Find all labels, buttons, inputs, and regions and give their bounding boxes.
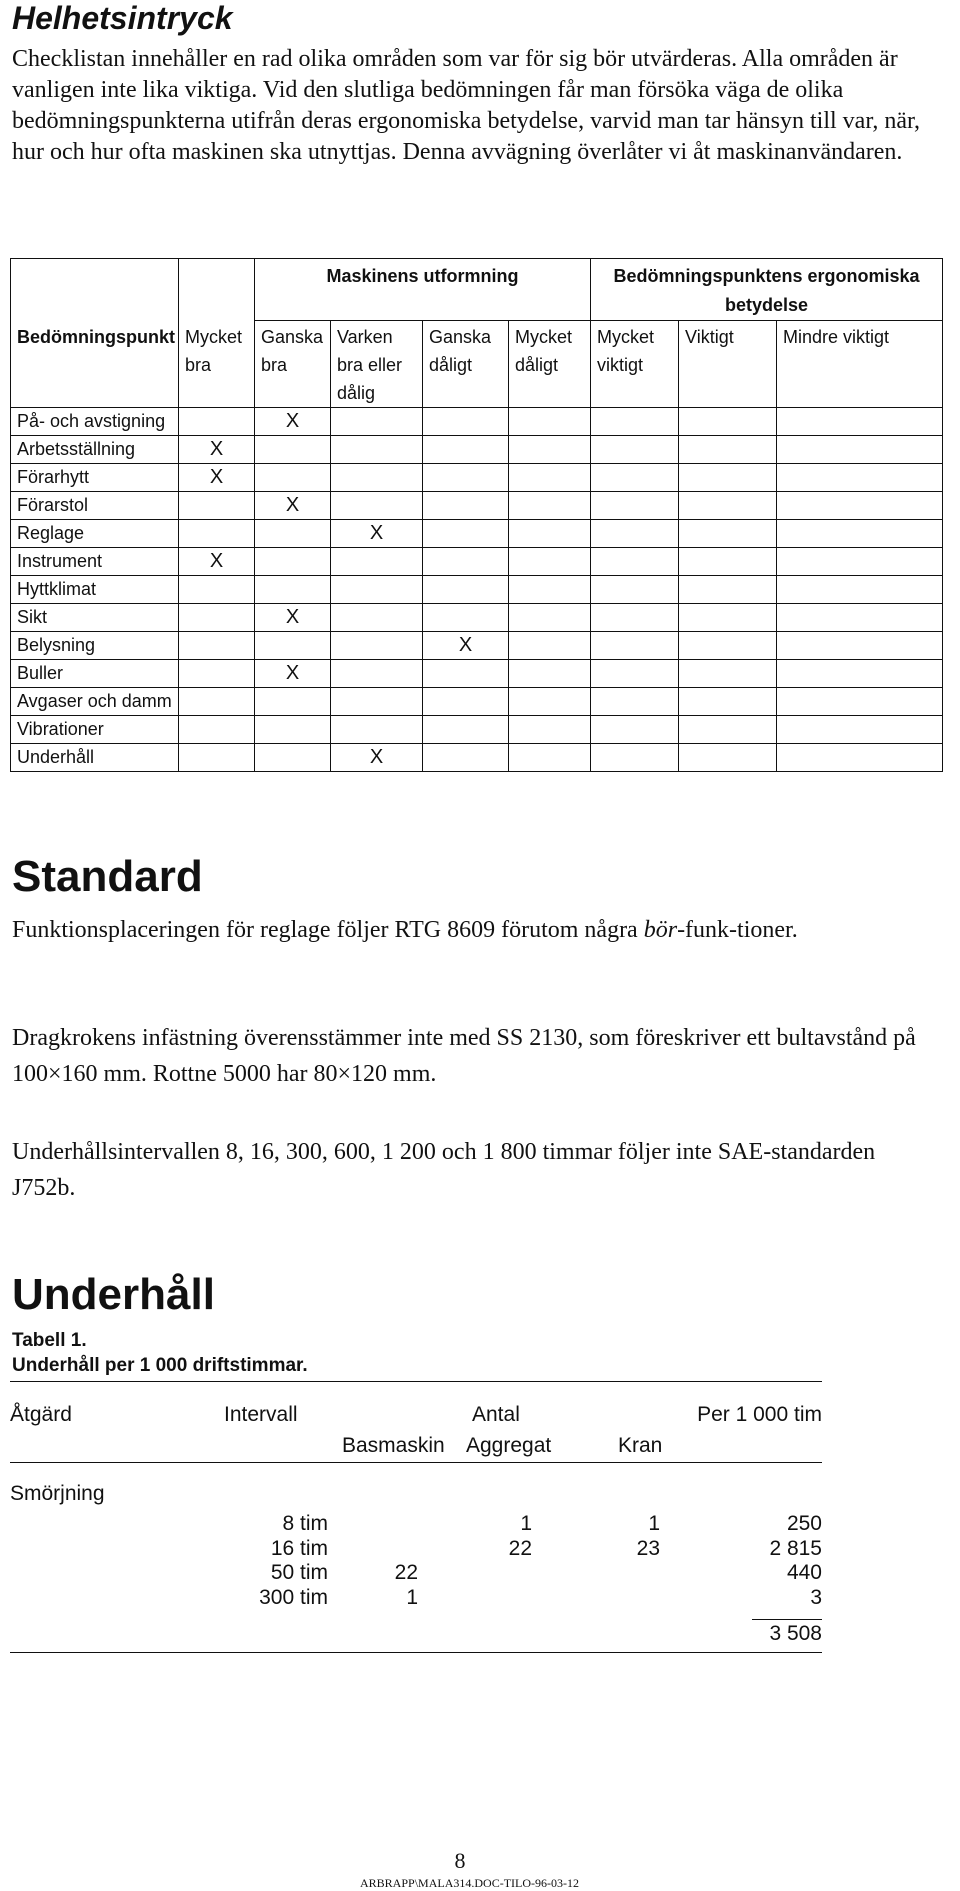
assessment-cell bbox=[331, 632, 423, 660]
assessment-rows bbox=[11, 408, 943, 772]
sub-base-header: Basmaskin bbox=[342, 1434, 445, 1457]
assessment-row bbox=[11, 632, 943, 660]
assessment-cell bbox=[777, 660, 943, 688]
row-per: 3 bbox=[810, 1585, 822, 1609]
maintenance-heading: Underhåll bbox=[12, 1270, 215, 1319]
assessment-cell bbox=[255, 688, 331, 716]
assessment-cell bbox=[255, 632, 331, 660]
assessment-cell bbox=[179, 576, 255, 604]
assessment-cell bbox=[255, 548, 331, 576]
page-number: 8 bbox=[454, 1848, 466, 1873]
assessment-cell bbox=[179, 520, 255, 548]
section-label: Smörjning bbox=[10, 1482, 105, 1505]
row-unit: 1 bbox=[520, 1512, 532, 1535]
standard-paragraph-1: Funktionsplaceringen för reglage följer RTG 8609 förutom några bör-funk-tioner. bbox=[12, 917, 798, 943]
assessment-row-label: Vibrationer bbox=[11, 716, 179, 744]
assessment-cell bbox=[255, 716, 331, 744]
assessment-cell bbox=[509, 576, 591, 604]
assessment-cell bbox=[331, 492, 423, 520]
assessment-cell bbox=[255, 576, 331, 604]
assessment-cell bbox=[591, 576, 679, 604]
assessment-cell bbox=[179, 660, 255, 688]
col-very-important-header: Mycket viktigt bbox=[591, 321, 679, 408]
assessment-cell bbox=[509, 520, 591, 548]
assessment-cell bbox=[679, 436, 777, 464]
assessment-cell bbox=[331, 408, 423, 436]
assessment-cell bbox=[679, 520, 777, 548]
col-fairly-bad-header: Ganska dåligt bbox=[423, 321, 509, 408]
assessment-cell bbox=[509, 716, 591, 744]
row-interval: 8 tim bbox=[282, 1512, 328, 1535]
assessment-cell bbox=[591, 716, 679, 744]
overview-heading: Helhetsintryck bbox=[12, 0, 233, 36]
assessment-cell bbox=[777, 576, 943, 604]
sub-unit-header: Aggregat bbox=[466, 1434, 552, 1457]
assessment-cell bbox=[179, 604, 255, 632]
assessment-mark: X bbox=[331, 744, 423, 772]
assessment-row-label: På- och avstigning bbox=[11, 408, 179, 436]
assessment-mark: X bbox=[179, 464, 255, 492]
assessment-cell bbox=[423, 604, 509, 632]
assessment-mark: X bbox=[331, 520, 423, 548]
assessment-row bbox=[11, 604, 943, 632]
assessment-row-label: Underhåll bbox=[11, 744, 179, 772]
assessment-cell bbox=[509, 464, 591, 492]
assessment-cell bbox=[423, 408, 509, 436]
assessment-row bbox=[11, 576, 943, 604]
assessment-cell bbox=[679, 492, 777, 520]
assessment-row-label: Avgaser och damm bbox=[11, 688, 179, 716]
row-crane: 1 bbox=[648, 1512, 660, 1535]
assessment-cell bbox=[679, 660, 777, 688]
assessment-cell bbox=[331, 548, 423, 576]
assessment-cell bbox=[777, 464, 943, 492]
sum-rule bbox=[752, 1619, 822, 1620]
assessment-cell bbox=[591, 688, 679, 716]
assessment-row bbox=[11, 520, 943, 548]
assessment-mark: X bbox=[255, 660, 331, 688]
assessment-row bbox=[11, 408, 943, 436]
assessment-cell bbox=[331, 688, 423, 716]
row-per: 250 bbox=[786, 1512, 822, 1535]
assessment-cell bbox=[679, 604, 777, 632]
assessment-cell bbox=[591, 408, 679, 436]
assessment-cell bbox=[777, 436, 943, 464]
assessment-cell bbox=[509, 492, 591, 520]
assessment-cell bbox=[509, 632, 591, 660]
row-per: 440 bbox=[786, 1561, 822, 1584]
col-less-important-header: Mindre viktigt bbox=[777, 321, 943, 408]
col-interval-header: Intervall bbox=[224, 1403, 298, 1426]
assessment-mark: X bbox=[255, 492, 331, 520]
assessment-cell bbox=[591, 744, 679, 772]
assessment-cell bbox=[509, 408, 591, 436]
assessment-cell bbox=[509, 548, 591, 576]
assessment-cell bbox=[331, 436, 423, 464]
assessment-cell bbox=[423, 688, 509, 716]
assessment-cell bbox=[777, 604, 943, 632]
assessment-row-label: Förarhytt bbox=[11, 464, 179, 492]
table-label: Tabell 1. bbox=[12, 1330, 87, 1351]
row-base: 1 bbox=[406, 1585, 418, 1609]
assessment-cell bbox=[777, 492, 943, 520]
assessment-cell bbox=[591, 492, 679, 520]
assessment-cell bbox=[255, 464, 331, 492]
assessment-cell bbox=[777, 688, 943, 716]
row-interval: 300 tim bbox=[259, 1585, 328, 1609]
assessment-row-label: Förarstol bbox=[11, 492, 179, 520]
row-crane: 23 bbox=[636, 1536, 660, 1560]
col-very-bad-header: Mycket dåligt bbox=[509, 321, 591, 408]
assessment-row-label: Arbetsställning bbox=[11, 436, 179, 464]
col-neither-header: Varken bra eller dålig bbox=[331, 321, 423, 408]
maintenance-table-caption bbox=[12, 1328, 308, 1378]
assessment-cell bbox=[331, 716, 423, 744]
sub-crane-header: Kran bbox=[618, 1434, 663, 1457]
assessment-row bbox=[11, 744, 943, 772]
table-header-rule bbox=[10, 1462, 822, 1463]
table-top-rule bbox=[10, 1381, 822, 1382]
assessment-row bbox=[11, 436, 943, 464]
assessment-mark: X bbox=[179, 436, 255, 464]
col-action-header: Åtgärd bbox=[10, 1403, 72, 1426]
assessment-row bbox=[11, 716, 943, 744]
assessment-cell bbox=[591, 436, 679, 464]
assessment-cell bbox=[679, 464, 777, 492]
assessment-cell bbox=[591, 604, 679, 632]
assessment-cell bbox=[423, 464, 509, 492]
header-blank bbox=[11, 259, 179, 321]
assessment-cell bbox=[423, 660, 509, 688]
assessment-cell bbox=[509, 744, 591, 772]
col-point-header: Bedömningspunkt bbox=[11, 321, 179, 408]
assessment-cell bbox=[679, 688, 777, 716]
assessment-cell bbox=[255, 744, 331, 772]
assessment-mark: X bbox=[255, 604, 331, 632]
assessment-row-label: Instrument bbox=[11, 548, 179, 576]
assessment-cell bbox=[179, 744, 255, 772]
assessment-cell bbox=[679, 744, 777, 772]
assessment-cell bbox=[509, 660, 591, 688]
assessment-cell bbox=[679, 548, 777, 576]
assessment-row-label: Reglage bbox=[11, 520, 179, 548]
group-importance-header: Bedömningspunktens ergonomiska betydelse bbox=[591, 259, 943, 321]
assessment-cell bbox=[423, 548, 509, 576]
assessment-cell bbox=[777, 408, 943, 436]
assessment-cell bbox=[179, 632, 255, 660]
assessment-cell bbox=[679, 632, 777, 660]
table-bottom-rule bbox=[10, 1652, 822, 1653]
row-base: 22 bbox=[394, 1561, 418, 1584]
col-fairly-good-header: Ganska bra bbox=[255, 321, 331, 408]
assessment-cell bbox=[331, 604, 423, 632]
assessment-cell bbox=[679, 576, 777, 604]
col-very-good-header: Mycket bra bbox=[179, 321, 255, 408]
row-interval: 16 tim bbox=[270, 1536, 328, 1560]
assessment-cell bbox=[423, 520, 509, 548]
total-value: 3 508 bbox=[769, 1622, 822, 1645]
assessment-cell bbox=[331, 660, 423, 688]
assessment-cell bbox=[679, 716, 777, 744]
assessment-cell bbox=[509, 604, 591, 632]
assessment-cell bbox=[591, 660, 679, 688]
overview-paragraph: Checklistan innehåller en rad olika områden som var för sig bör utvärderas. Alla områden är vanligen inte lika viktiga. Vid den slutliga bedömningen får man försöka väga de olika bedömningspunkterna utifrån deras ergonomiska betydelse, varvid man tar hänsyn till var, när, hur och hur ofta maskinen ska utnyttjas. Denna avvägning överlåter vi åt maskinanvändaren. bbox=[12, 46, 921, 165]
col-per-header: Per 1 000 tim bbox=[697, 1403, 822, 1426]
assessment-cell bbox=[423, 492, 509, 520]
assessment-table bbox=[10, 258, 943, 772]
table-title: Underhåll per 1 000 driftstimmar. bbox=[12, 1355, 308, 1376]
assessment-cell bbox=[591, 632, 679, 660]
assessment-cell bbox=[777, 548, 943, 576]
standard-italic-word: bör bbox=[643, 917, 678, 943]
assessment-cell bbox=[679, 408, 777, 436]
assessment-cell bbox=[423, 716, 509, 744]
assessment-row bbox=[11, 660, 943, 688]
assessment-cell bbox=[777, 520, 943, 548]
standard-paragraph-2: Dragkrokens infästning överensstämmer inte med SS 2130, som föreskriver ett bultavstånd på 100×160 mm. Rottne 5000 har 80×120 mm. bbox=[12, 1025, 916, 1087]
assessment-row bbox=[11, 688, 943, 716]
assessment-row bbox=[11, 548, 943, 576]
assessment-cell bbox=[509, 688, 591, 716]
assessment-cell bbox=[777, 744, 943, 772]
row-interval: 50 tim bbox=[270, 1561, 328, 1584]
assessment-cell bbox=[179, 716, 255, 744]
assessment-cell bbox=[423, 436, 509, 464]
assessment-row bbox=[11, 492, 943, 520]
col-important-header: Viktigt bbox=[679, 321, 777, 408]
assessment-cell bbox=[331, 464, 423, 492]
assessment-cell bbox=[423, 744, 509, 772]
assessment-row-label: Sikt bbox=[11, 604, 179, 632]
assessment-row-label: Belysning bbox=[11, 632, 179, 660]
row-per: 2 815 bbox=[769, 1536, 822, 1560]
group-design-header: Maskinens utformning bbox=[255, 259, 591, 321]
assessment-cell bbox=[777, 716, 943, 744]
assessment-row bbox=[11, 464, 943, 492]
row-unit: 22 bbox=[508, 1536, 532, 1560]
assessment-cell bbox=[179, 688, 255, 716]
assessment-cell bbox=[179, 408, 255, 436]
assessment-cell bbox=[179, 492, 255, 520]
assessment-mark: X bbox=[423, 632, 509, 660]
assessment-row-label: Buller bbox=[11, 660, 179, 688]
footer-path: ARBRAPP\MALA314.DOC-TILO-96-03-12 bbox=[360, 1876, 579, 1890]
assessment-mark: X bbox=[255, 408, 331, 436]
assessment-cell bbox=[591, 548, 679, 576]
assessment-cell bbox=[255, 436, 331, 464]
assessment-cell bbox=[255, 520, 331, 548]
standard-heading: Standard bbox=[12, 852, 203, 901]
assessment-cell bbox=[777, 632, 943, 660]
assessment-row-label: Hyttklimat bbox=[11, 576, 179, 604]
assessment-cell bbox=[591, 464, 679, 492]
assessment-cell bbox=[509, 436, 591, 464]
assessment-mark: X bbox=[179, 548, 255, 576]
assessment-cell bbox=[331, 576, 423, 604]
assessment-cell bbox=[423, 576, 509, 604]
standard-paragraph-3: Underhållsintervallen 8, 16, 300, 600, 1 200 och 1 800 timmar följer inte SAE-standarden J752b. bbox=[12, 1139, 876, 1201]
assessment-cell bbox=[591, 520, 679, 548]
col-count-header: Antal bbox=[472, 1403, 520, 1426]
